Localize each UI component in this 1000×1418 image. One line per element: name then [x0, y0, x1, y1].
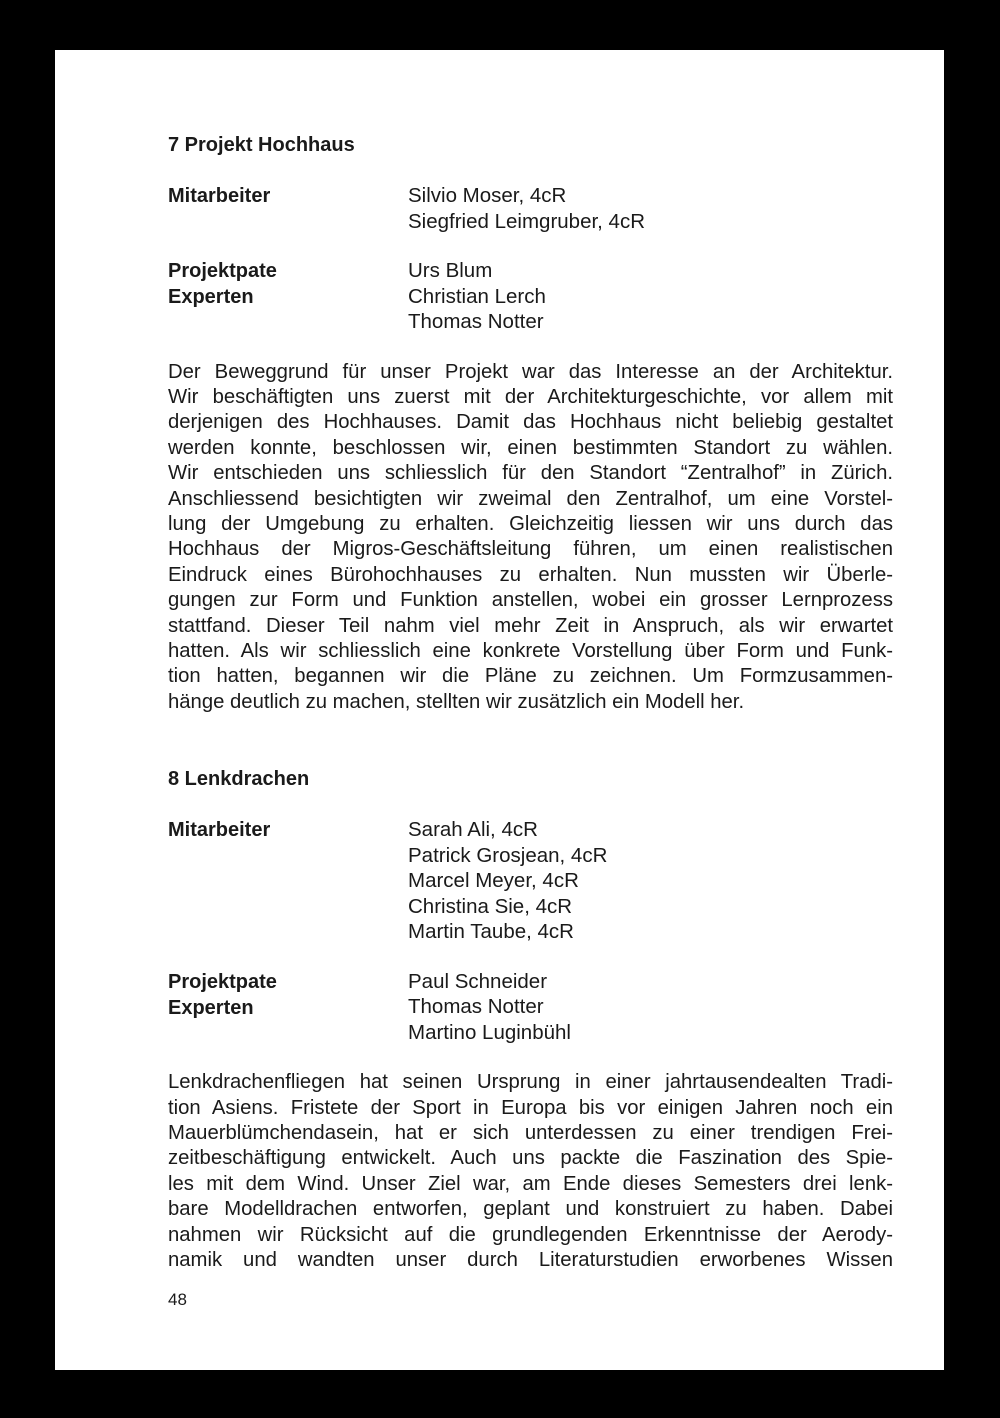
mitarbeiter-list — [408, 817, 607, 945]
text-line: les mit dem Wind. Unser Ziel war, am Ende dieses Semesters drei lenk- — [168, 1172, 893, 1195]
experten-label: Experten — [168, 286, 254, 308]
mitarbeiter-label: Mitarbeiter — [168, 185, 271, 207]
text-line: namik und wandten unser durch Literaturstudien erworbenes Wissen — [168, 1249, 893, 1272]
body-paragraph-lenkdrachen — [168, 1070, 893, 1273]
mitarbeiter-row-lenkdrachen — [168, 817, 893, 945]
page-content — [168, 132, 893, 1273]
text-line: Hochhaus der Migros-Geschäftsleitung führen, um einen realistischen — [168, 538, 893, 561]
document-page — [55, 50, 944, 1370]
name-entry: Sarah Ali, 4cR — [408, 818, 538, 842]
text-line: hatten. Als wir schliesslich eine konkrete Vorstellung über Form und Funk- — [168, 639, 893, 662]
pate-row-hochhaus — [168, 258, 893, 335]
text-line: derjenigen des Hochhauses. Damit das Hochhaus nicht beliebig gestaltet — [168, 411, 893, 434]
mitarbeiter-label: Mitarbeiter — [168, 819, 271, 842]
mitarbeiter-row-hochhaus — [168, 183, 893, 234]
page-number: 48 — [168, 1290, 187, 1309]
name-entry: Siegfried Leimgruber, 4cR — [408, 209, 646, 233]
projektpate-label: Projektpate — [168, 970, 277, 993]
section-heading-lenkdrachen: 8 Lenkdrachen — [168, 768, 310, 791]
text-line: werden konnte, beschlossen wir, einen bestimmten Standort zu wählen. — [168, 436, 893, 459]
text-line: nahmen wir Rücksicht auf die grundlegenden Erkenntnisse der Aerody- — [168, 1223, 893, 1246]
text-line: stattfand. Dieser Teil nahm viel mehr Zeit in Anspruch, als wir erwartet — [168, 614, 893, 637]
name-entry: Urs Blum — [408, 259, 493, 282]
text-line: lung der Umgebung zu erhalten. Gleichzeitig liessen wir uns durch das — [168, 512, 893, 535]
text-line: bare Modelldrachen entworfen, geplant und konstruiert zu haben. Dabei — [168, 1198, 893, 1221]
name-entry: Martino Luginbühl — [408, 1020, 571, 1044]
name-entry: Thomas Notter — [408, 310, 544, 333]
text-line: Mauerblümchendasein, hat er sich unterdessen zu einer trendigen Frei- — [168, 1122, 893, 1144]
name-entry: Martin Taube, 4cR — [408, 920, 574, 944]
text-line: zeitbeschäftigung entwickelt. Auch uns packte die Faszination des Spie- — [168, 1147, 893, 1170]
text-line: Der Beweggrund für unser Projekt war das Interesse an der Architektur. — [168, 360, 893, 383]
text-line: Wir entschieden uns schliesslich für den Standort “Zentralhof” in Zürich. — [168, 462, 893, 485]
mitarbeiter-list — [408, 183, 645, 234]
pate-experten-list — [408, 969, 571, 1046]
text-line: tion Asiens. Fristete der Sport in Europa bis vor einigen Jahren noch ein — [168, 1096, 893, 1119]
text-line: tion hatten, begannen wir die Pläne zu zeichnen. Um Formzusammen- — [168, 665, 893, 688]
name-entry: Christian Lerch — [408, 284, 546, 308]
text-line: Wir beschäftigten uns zuerst mit der Architekturgeschichte, vor allem mit — [168, 385, 893, 408]
projektpate-label: Projektpate — [168, 260, 277, 282]
name-entry: Marcel Meyer, 4cR — [408, 869, 579, 893]
experten-label: Experten — [168, 996, 254, 1019]
pate-row-lenkdrachen — [168, 969, 893, 1046]
text-line: hänge deutlich zu machen, stellten wir zusätzlich ein Modell her. — [168, 690, 745, 713]
name-entry: Silvio Moser, 4cR — [408, 184, 567, 207]
section-heading-hochhaus: 7 Projekt Hochhaus — [168, 134, 355, 156]
name-entry: Patrick Grosjean, 4cR — [408, 843, 608, 867]
name-entry: Paul Schneider — [408, 969, 548, 993]
pate-experten-list — [408, 258, 546, 335]
name-entry: Thomas Notter — [408, 995, 544, 1019]
text-line: Anschliessend besichtigten wir zweimal den Zentralhof, um eine Vorstel- — [168, 487, 893, 510]
text-line: Lenkdrachenfliegen hat seinen Ursprung in einer jahrtausendealten Tradi- — [168, 1071, 893, 1094]
body-paragraph-hochhaus — [168, 360, 893, 716]
text-line: gungen zur Form und Funktion anstellen, wobei ein grosser Lernprozess — [168, 589, 893, 612]
name-entry: Christina Sie, 4cR — [408, 894, 573, 918]
text-line: Eindruck eines Bürohochhauses zu erhalten. Nun mussten wir Überle- — [168, 563, 893, 586]
